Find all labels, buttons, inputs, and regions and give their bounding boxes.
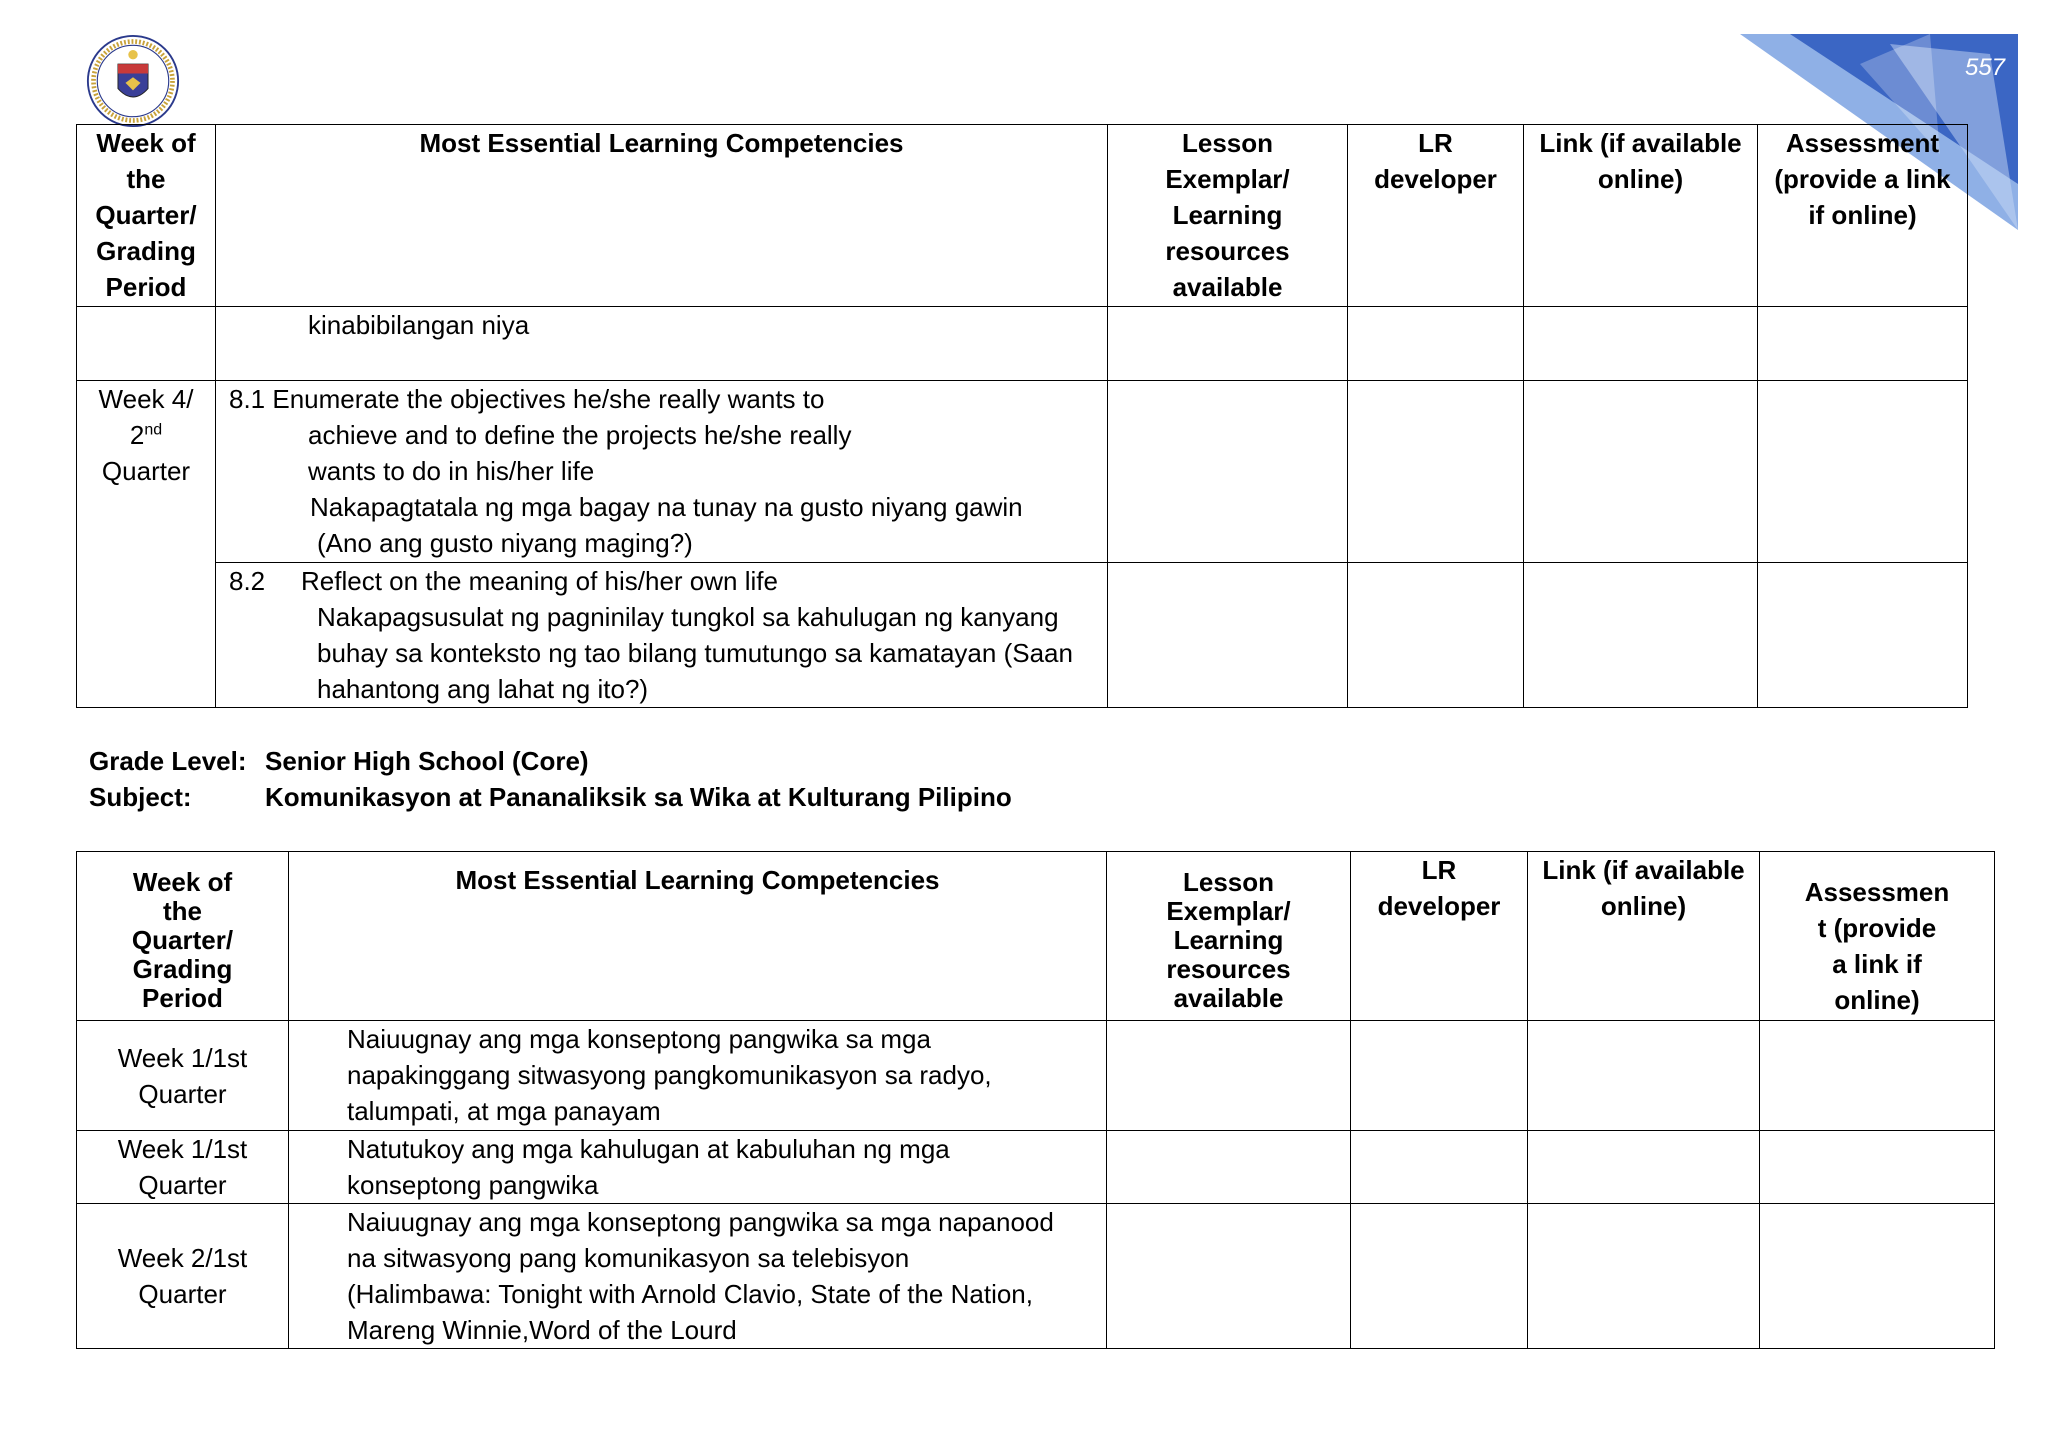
table-row — [77, 1021, 1995, 1131]
competencies-table-2 — [76, 851, 1995, 1349]
table-row — [77, 381, 1968, 563]
table-row — [77, 1131, 1995, 1204]
header-assessment: Assessmen t (provide a link if online) — [1760, 852, 1995, 1021]
table1-header-row — [77, 125, 1968, 307]
subject-value: Komunikasyon at Pananaliksik sa Wika at Kulturang Pilipino — [265, 782, 1012, 812]
melc-cell: Natutukoy ang mga kahulugan at kabuluhan ng mga konseptong pangwika — [289, 1131, 1107, 1204]
melc-cell: Naiuugnay ang mga konseptong pangwika sa mga napanood na sitwasyong pang komunikasyon sa telebisyon (Halimbawa: Tonight with Arnold Clavio, State of the Nation, Mareng Winnie,Word of the Lourd — [289, 1204, 1107, 1349]
header-lr: LR developer — [1351, 852, 1528, 1021]
header-assessment: Assessment (provide a link if online) — [1758, 125, 1968, 307]
grade-level-value: Senior High School (Core) — [265, 746, 589, 776]
melc-cell: 8.1 Enumerate the objectives he/she really wants to achieve and to define the projects he/she really wants to do in his/her life Nakapagtatala ng mga bagay na tunay na gusto niyang gawin (Ano ang gusto niyang maging?) — [216, 381, 1108, 563]
week-cell: Week 1/1st Quarter — [77, 1131, 289, 1204]
grade-level-line — [89, 743, 589, 779]
header-melc: Most Essential Learning Competencies — [289, 852, 1107, 1021]
header-link: Link (if available online) — [1528, 852, 1760, 1021]
week-cell: Week 4/ 2nd Quarter — [77, 381, 216, 708]
header-week: Week of the Quarter/ Grading Period — [77, 852, 289, 1021]
table-row — [77, 563, 1968, 708]
competencies-table-1 — [76, 124, 1968, 708]
table-row — [77, 1204, 1995, 1349]
week-cell: Week 2/1st Quarter — [77, 1204, 289, 1349]
week-cell: Week 1/1st Quarter — [77, 1021, 289, 1131]
header-link: Link (if available online) — [1524, 125, 1758, 307]
table-row — [77, 307, 1968, 381]
header-lesson: Lesson Exemplar/ Learning resources available — [1108, 125, 1348, 307]
subject-label: Subject: — [89, 782, 192, 812]
deped-seal-logo — [86, 34, 180, 128]
header-lesson: Lesson Exemplar/ Learning resources available — [1107, 852, 1351, 1021]
header-lr: LR developer — [1348, 125, 1524, 307]
page-number: 557 — [1964, 54, 2006, 81]
header-week: Week of the Quarter/ Grading Period — [77, 125, 216, 307]
subject-line — [89, 779, 1012, 815]
melc-cell: Naiuugnay ang mga konseptong pangwika sa mga napakinggang sitwasyong pangkomunikasyon sa radyo, talumpati, at mga panayam — [289, 1021, 1107, 1131]
grade-level-label: Grade Level: — [89, 746, 247, 776]
melc-cell: 8.2 Reflect on the meaning of his/her own life Nakapagsusulat ng pagninilay tungkol sa kahulugan ng kanyang buhay sa konteksto ng tao bilang tumutungo sa kamatayan (Saan hahantong ang lahat ng ito?) — [216, 563, 1108, 708]
table2-header-row — [77, 852, 1995, 1021]
melc-cell: kinabibilangan niya — [216, 307, 1108, 381]
header-melc: Most Essential Learning Competencies — [216, 125, 1108, 307]
